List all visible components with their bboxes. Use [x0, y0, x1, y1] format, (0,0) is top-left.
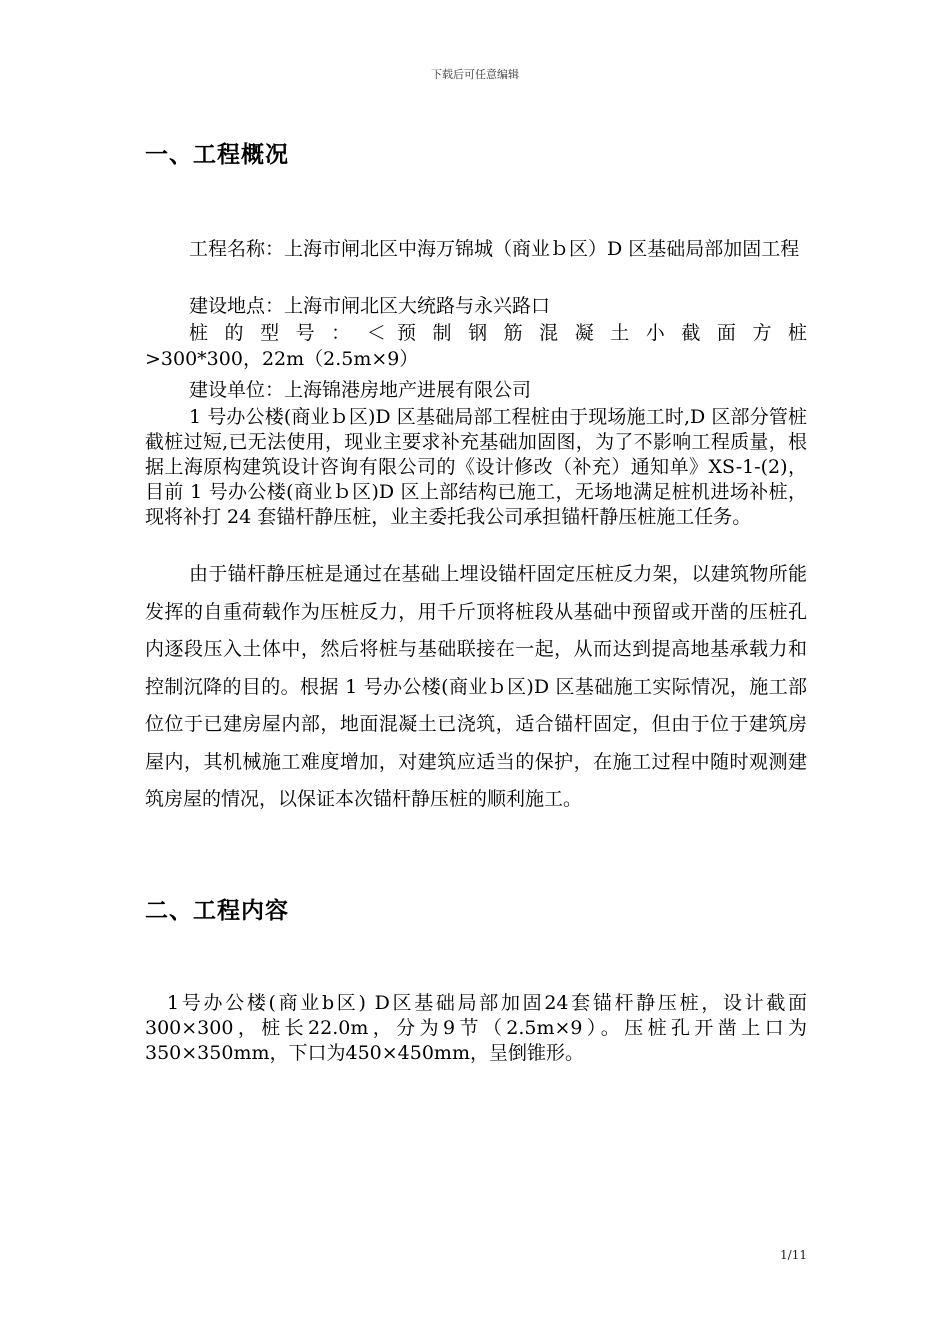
- pile-type-line-1: 桩 的 型 号 ： ＜ 预 制 钢 筋 混 凝 土 小 截 面 方 桩: [189, 322, 807, 344]
- description-paragraph: 1 号办公楼(商业ｂ区)D 区基础局部工程桩由于现场施工时,D 区部分管桩截桩过短,已无法使用，现业主要求补充基础加固图，为了不影响工程质量，根据上海原构建筑设计咨询有限公司的《设计修改（补充）通知单》XS-1-(2)，目前 1 号办公楼(商业ｂ区)D 区上部结构已施工，无场地满足桩机进场补桩，现将补打 24 套锚杆静压桩，业主委托我公司承担锚杆静压桩施工任务。: [145, 406, 807, 528]
- location-paragraph: 建设地点：上海市闸北区大统路与永兴路口: [189, 295, 551, 317]
- content-paragraph: 1号办公楼(商业b区) D区基础局部加固24套锚杆静压桩，设计截面300×300，桩长22.0m，分为9节（2.5m×9）。压桩孔开凿上口为350×350mm，下口为450×450mm，呈倒锥形。: [145, 992, 807, 1064]
- page-number: 1/11: [780, 1248, 807, 1262]
- pile-type-line-2: >300*300，22m（2.5m×9）: [145, 348, 419, 370]
- section-heading-overview: 一、工程概况: [145, 142, 289, 168]
- page-header: 下载后可任意编辑: [431, 68, 519, 81]
- project-name-paragraph: 工程名称：上海市闸北区中海万锦城（商业ｂ区）D 区基础局部加固工程: [189, 238, 800, 260]
- method-paragraph: 由于锚杆静压桩是通过在基础上埋设锚杆固定压桩反力架，以建筑物所能发挥的自重荷载作为压桩反力，用千斤顶将桩段从基础中预留或开凿的压桩孔内逐段压入土体中，然后将桩与基础联接在一起，从而达到提高地基承载力和控制沉降的目的。根据 1 号办公楼(商业ｂ区)D 区基础施工实际情况，施工部位位于已建房屋内部，地面混凝土已浇筑，适合锚杆固定，但由于位于建筑房屋内，其机械施工难度增加，对建筑应适当的保护，在施工过程中随时观测建筑房屋的情况，以保证本次锚杆静压桩的顺利施工。: [145, 563, 807, 810]
- section-heading-content: 二、工程内容: [145, 898, 289, 924]
- builder-paragraph: 建设单位：上海锦港房地产进展有限公司: [189, 379, 532, 401]
